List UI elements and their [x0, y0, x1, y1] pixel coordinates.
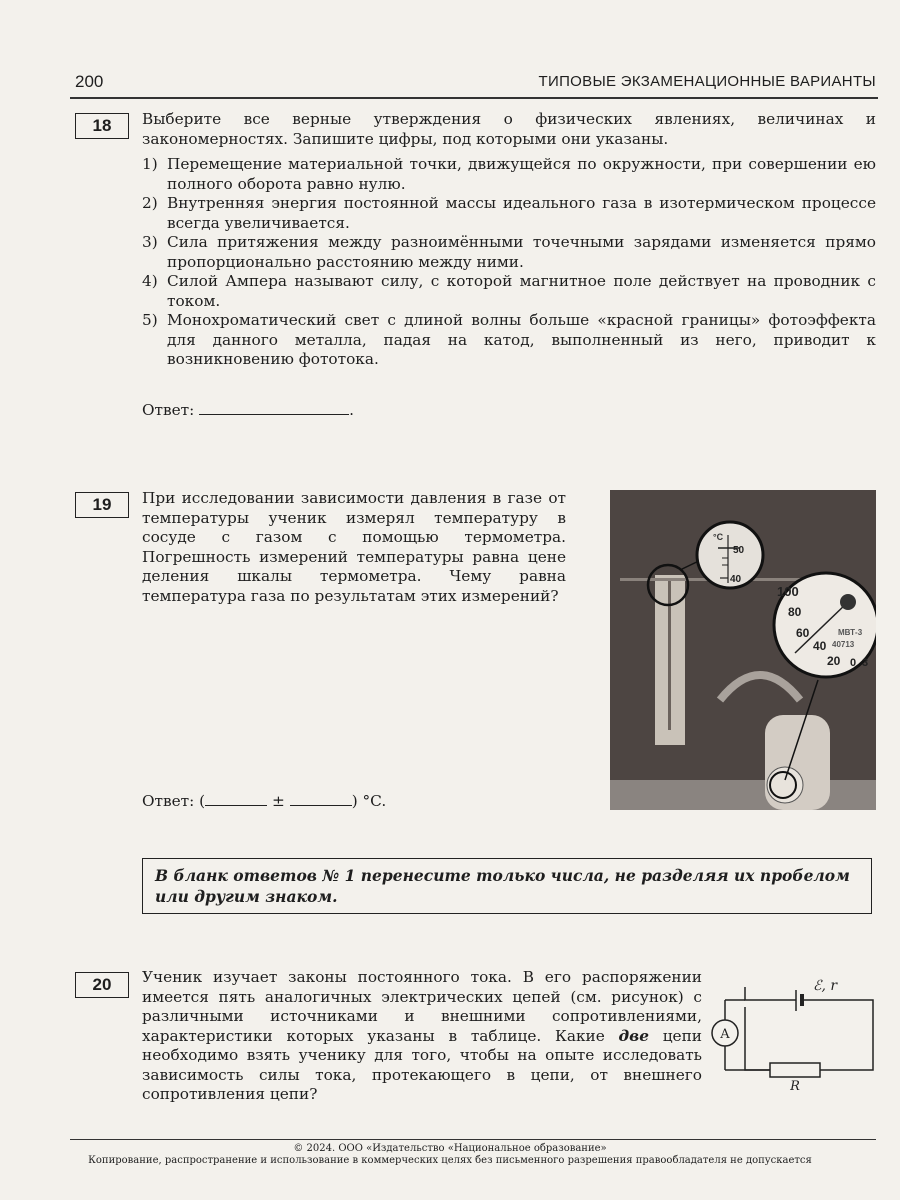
- question-number-20: 20: [75, 972, 129, 998]
- circuit-diagram: [700, 975, 890, 1090]
- question-18-prompt: Выберите все верные утверждения о физических явлениях, величинах и закономерностях. Запишите цифры, под которыми они указаны.: [142, 110, 876, 148]
- option-item: [142, 194, 876, 233]
- answer-period: .: [349, 401, 355, 419]
- header-rule: [70, 97, 878, 99]
- option-text: Силой Ампера называют силу, с которой магнитное поле действует на проводник с током.: [167, 272, 876, 310]
- gauge-serial: 40713: [832, 640, 855, 649]
- footer-copyright: © 2024. ООО «Издательство «Национальное образование»: [293, 1143, 607, 1154]
- option-text: Внутренняя энергия постоянной массы идеального газа в изотермическом процессе всегда увеличивается.: [167, 194, 876, 232]
- option-text: Монохроматический свет с длиной волны больше «красной границы» фотоэффекта для данного металла, падая на катод, выполненный из него, приводит к возникновению фототока.: [167, 311, 876, 368]
- instruction-note: В бланк ответов № 1 перенесите только числа, не разделяя их пробелом или другим знаком.: [142, 858, 872, 914]
- gauge-model: МВТ-3: [838, 628, 863, 637]
- question-18-options: [142, 155, 876, 370]
- footer-license: Копирование, распространение и использование в коммерческих целях без письменного разрешения правообладателя не допускается: [88, 1155, 812, 1166]
- gauge-label-3: 3: [862, 657, 869, 669]
- option-number: 4): [142, 272, 158, 290]
- answer-label: Ответ: (: [142, 792, 206, 810]
- question-18-answer: [142, 400, 354, 419]
- running-header: ТИПОВЫЕ ЭКЗАМЕНАЦИОННЫЕ ВАРИАНТЫ: [538, 73, 876, 90]
- option-text: Сила притяжения между разноимёнными точечными зарядами изменяется прямо пропорционально расстоянию между ними.: [167, 233, 876, 271]
- ammeter-icon: [712, 1020, 738, 1046]
- question-19-prompt: При исследовании зависимости давления в газе от температуры ученик измерял температуру в сосуде с газом с помощью термометра. Погрешность измерений температуры равна цене деления шкалы термометра. Чему равна температура газа по результатам этих измерений?: [142, 489, 566, 605]
- plus-minus: ±: [272, 792, 285, 810]
- option-text: Перемещение материальной точки, движущейся по окружности, при совершении ею полного оборота равно нулю.: [167, 155, 876, 193]
- prompt-text: цепи необходимо взять ученику для того, чтобы на опыте исследовать зависимость силы тока, протекающего в цепи, от внешнего сопротивления цепи?: [142, 1026, 702, 1103]
- thermo-label-50: 50: [733, 545, 745, 556]
- thermo-unit: °C: [713, 532, 724, 542]
- question-number-19: 19: [75, 492, 129, 518]
- page-number: 200: [75, 72, 104, 91]
- thermo-label-40: 40: [730, 574, 742, 585]
- answer-label: Ответ:: [142, 401, 195, 419]
- question-19-answer: [142, 791, 386, 810]
- prompt-emphasis: две: [618, 1026, 649, 1045]
- resistor-icon: [770, 1063, 820, 1077]
- answer-blank[interactable]: [199, 400, 349, 415]
- gauge-label-100: 100: [777, 584, 799, 599]
- ammeter-label: A: [720, 1027, 730, 1042]
- answer-value-blank[interactable]: [205, 791, 267, 806]
- source-label: ℰ, r: [813, 978, 838, 994]
- gauge-label-80: 80: [788, 605, 802, 619]
- thermometer-magnifier: [697, 522, 763, 588]
- option-number: 3): [142, 233, 158, 251]
- option-number: 1): [142, 155, 158, 173]
- gauge-label-0: 0: [850, 657, 857, 669]
- option-item: [142, 233, 876, 272]
- resistor-label: R: [790, 1079, 800, 1090]
- option-item: [142, 272, 876, 311]
- answer-unit: ) °C.: [351, 792, 387, 810]
- pressure-gauge-magnifier: [774, 573, 876, 677]
- question-20-prompt: [142, 968, 702, 1105]
- option-number: 2): [142, 194, 158, 212]
- gauge-label-60: 60: [796, 626, 810, 640]
- footer-rule: [70, 1139, 876, 1140]
- option-item: [142, 155, 876, 194]
- option-item: [142, 311, 876, 370]
- prompt-text: Ученик изучает законы постоянного тока. В его распоряжении имеется пять аналогичных электрических цепей (см. рисунок) с различными источниками и внешними сопротивлениями, характеристики которых указаны в таблице. Какие: [142, 968, 702, 1045]
- question-18: [142, 110, 876, 370]
- experiment-photo: [610, 490, 876, 810]
- answer-error-blank[interactable]: [290, 791, 352, 806]
- gauge-label-20: 20: [827, 654, 841, 668]
- question-number-18: 18: [75, 113, 129, 139]
- gauge-label-40: 40: [813, 639, 827, 653]
- option-number: 5): [142, 311, 158, 329]
